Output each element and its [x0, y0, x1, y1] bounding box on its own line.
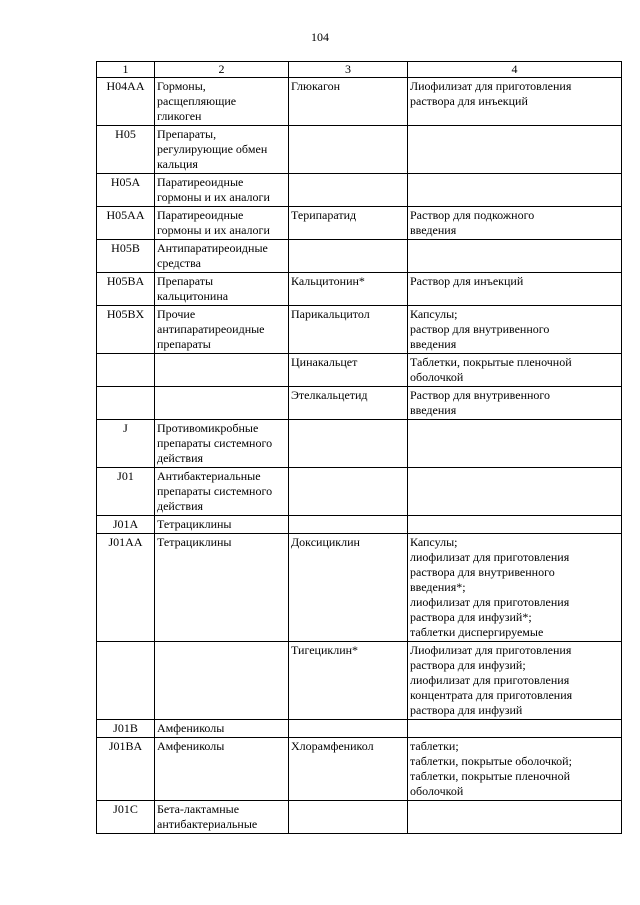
- cell-group: Тетрациклины: [155, 534, 289, 642]
- cell-code: J01AA: [97, 534, 155, 642]
- cell-code: H05BX: [97, 306, 155, 354]
- cell-form: [408, 420, 622, 468]
- cell-form: [408, 126, 622, 174]
- cell-code: J01BA: [97, 738, 155, 801]
- cell-code: H04AA: [97, 78, 155, 126]
- cell-drug: Глюкагон: [289, 78, 408, 126]
- cell-form: Раствор для внутривенного введения: [408, 387, 622, 420]
- cell-group: Паратиреоидные гормоны и их аналоги: [155, 174, 289, 207]
- table-row: [97, 174, 622, 207]
- cell-form: Лиофилизат для приготовления раствора для инъекций: [408, 78, 622, 126]
- table-row: [97, 354, 622, 387]
- table-row: [97, 126, 622, 174]
- cell-form: [408, 516, 622, 534]
- cell-code: J01: [97, 468, 155, 516]
- table-row: [97, 420, 622, 468]
- cell-code: J01A: [97, 516, 155, 534]
- cell-group: [155, 642, 289, 720]
- cell-drug: [289, 126, 408, 174]
- cell-drug: Хлорамфеникол: [289, 738, 408, 801]
- table-body: [97, 78, 622, 834]
- table-row: [97, 534, 622, 642]
- cell-group: Противомикробные препараты системного действия: [155, 420, 289, 468]
- cell-group: Амфениколы: [155, 738, 289, 801]
- column-header-drug: 3: [289, 62, 408, 78]
- table-row: [97, 720, 622, 738]
- cell-form: [408, 174, 622, 207]
- table-row: [97, 516, 622, 534]
- cell-code: J01B: [97, 720, 155, 738]
- table-row: [97, 738, 622, 801]
- cell-drug: Цинакальцет: [289, 354, 408, 387]
- cell-group: [155, 387, 289, 420]
- cell-group: Гормоны, расщепляющие гликоген: [155, 78, 289, 126]
- cell-form: [408, 468, 622, 516]
- cell-drug: [289, 174, 408, 207]
- cell-code: H05AA: [97, 207, 155, 240]
- cell-drug: [289, 240, 408, 273]
- cell-drug: Доксициклин: [289, 534, 408, 642]
- cell-form: Раствор для подкожного введения: [408, 207, 622, 240]
- cell-drug: Терипаратид: [289, 207, 408, 240]
- cell-group: Антибактериальные препараты системного действия: [155, 468, 289, 516]
- cell-group: Амфениколы: [155, 720, 289, 738]
- cell-form: [408, 240, 622, 273]
- cell-drug: [289, 720, 408, 738]
- cell-form: Раствор для инъекций: [408, 273, 622, 306]
- drug-table: [96, 61, 622, 834]
- cell-group: Антипаратиреоидные средства: [155, 240, 289, 273]
- column-header-form: 4: [408, 62, 622, 78]
- cell-code: H05A: [97, 174, 155, 207]
- cell-drug: [289, 468, 408, 516]
- cell-group: Бета-лактамные антибактериальные: [155, 801, 289, 834]
- cell-code: H05B: [97, 240, 155, 273]
- cell-group: Препараты, регулирующие обмен кальция: [155, 126, 289, 174]
- cell-drug: [289, 801, 408, 834]
- cell-code: [97, 387, 155, 420]
- table-row: [97, 207, 622, 240]
- cell-code: H05: [97, 126, 155, 174]
- cell-form: Таблетки, покрытые пленочной оболочкой: [408, 354, 622, 387]
- table-row: [97, 468, 622, 516]
- cell-code: J: [97, 420, 155, 468]
- cell-group: Паратиреоидные гормоны и их аналоги: [155, 207, 289, 240]
- cell-drug: Тигециклин*: [289, 642, 408, 720]
- cell-code: [97, 354, 155, 387]
- cell-form: Капсулы; лиофилизат для приготовления раствора для внутривенного введения*; лиофилизат для приготовления раствора для инфузий*; таблетки диспергируемые: [408, 534, 622, 642]
- table-row: [97, 78, 622, 126]
- cell-drug: [289, 516, 408, 534]
- cell-drug: Парикальцитол: [289, 306, 408, 354]
- cell-form: Лиофилизат для приготовления раствора для инфузий; лиофилизат для приготовления концентрата для приготовления раствора для инфузий: [408, 642, 622, 720]
- table-header-row: [97, 62, 622, 78]
- table-row: [97, 642, 622, 720]
- cell-form: таблетки; таблетки, покрытые оболочкой; таблетки, покрытые пленочной оболочкой: [408, 738, 622, 801]
- column-header-code: 1: [97, 62, 155, 78]
- table-row: [97, 387, 622, 420]
- cell-form: Капсулы; раствор для внутривенного введения: [408, 306, 622, 354]
- cell-drug: [289, 420, 408, 468]
- cell-form: [408, 801, 622, 834]
- cell-drug: Кальцитонин*: [289, 273, 408, 306]
- table-row: [97, 273, 622, 306]
- page-number: 104: [311, 30, 329, 44]
- table-row: [97, 240, 622, 273]
- cell-group: Препараты кальцитонина: [155, 273, 289, 306]
- cell-group: Прочие антипаратиреоидные препараты: [155, 306, 289, 354]
- cell-group: Тетрациклины: [155, 516, 289, 534]
- cell-group: [155, 354, 289, 387]
- column-header-group: 2: [155, 62, 289, 78]
- cell-form: [408, 720, 622, 738]
- table-row: [97, 801, 622, 834]
- cell-code: [97, 642, 155, 720]
- cell-drug: Этелкальцетид: [289, 387, 408, 420]
- table-row: [97, 306, 622, 354]
- cell-code: H05BA: [97, 273, 155, 306]
- cell-code: J01C: [97, 801, 155, 834]
